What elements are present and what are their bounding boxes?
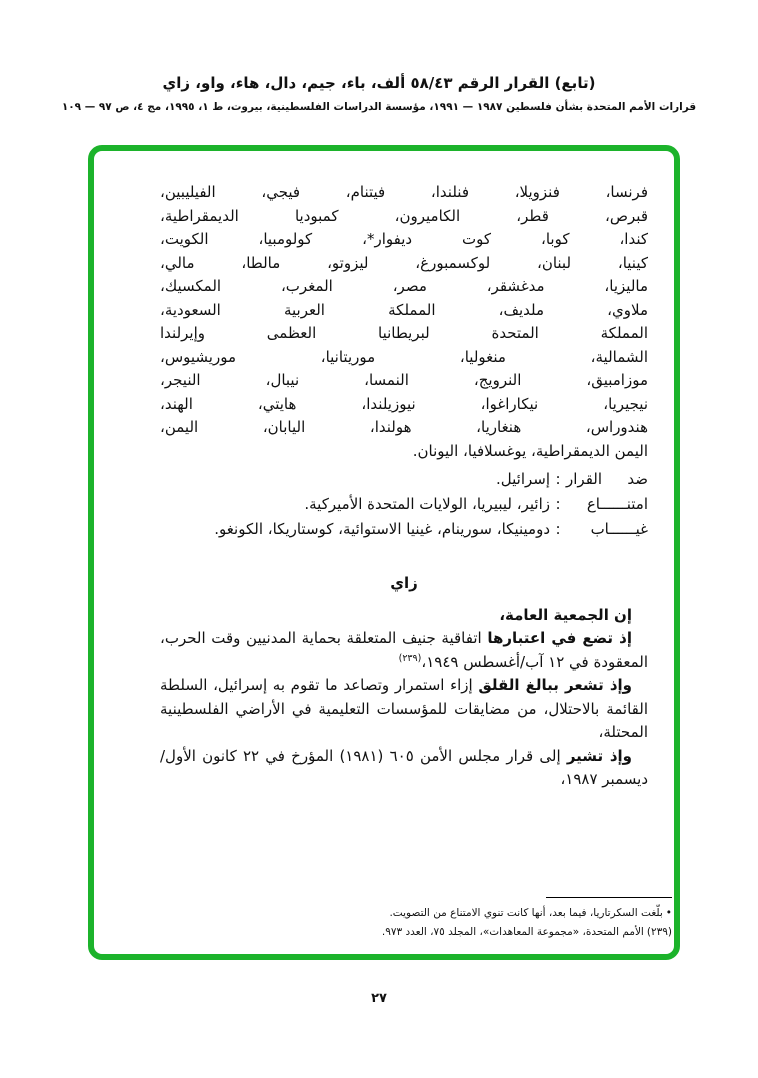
- footnote-bullet: •: [665, 907, 672, 919]
- footnote-number: (٢٣٩): [646, 926, 672, 938]
- resolution-body: [160, 181, 648, 792]
- country-list-line: هندوراس، هنغاريا، هولندا، اليابان، اليمن،: [160, 418, 648, 436]
- country-list-line: ملاوي، ملديف، المملكة العربية السعودية،: [160, 300, 648, 319]
- paragraph-lead: وإذ تشير: [566, 746, 632, 765]
- country-list-line: قبرص، قطر، الكاميرون، كمبوديا الديمقراطية،: [160, 206, 648, 225]
- country-list-line: نيجيريا، نيكاراغوا، نيوزيلندا، هايتي، الهند،: [160, 394, 648, 413]
- vote-colon: :: [555, 495, 561, 513]
- vote-value-abstain: زائير، ليبيريا، الولايات المتحدة الأميركية.: [304, 495, 550, 513]
- preamble-paragraph-1: [160, 627, 648, 674]
- footnote-ref-239: (٢٣٩): [398, 652, 422, 664]
- paragraph-lead: وإذ تشعر ببالغ القلق: [478, 676, 632, 694]
- section-heading-zay: زاي: [390, 574, 418, 592]
- footnote-239: [286, 923, 672, 942]
- vote-row-against: [160, 467, 648, 492]
- country-list-line: كندا، كوبا، كوت ديفوار*، كولومبيا، الكويت،: [160, 230, 648, 248]
- paragraph-text: إزاء استمرار وتصاعد ما تقوم به إسرائيل، السلطة القائمة بالاحتلال، من مضايقات للمؤسسات التعليمية في الأراضي الفلسطينية المحتلة،: [160, 676, 648, 741]
- paragraph-text: إلى قرار مجلس الأمن ٦٠٥ (١٩٨١) المؤرخ في ٢٢ كانون الأول/ديسمبر ١٩٨٧،: [160, 746, 648, 788]
- footnote-asterisk: [286, 904, 672, 923]
- country-list-line: اليمن الديمقراطية، يوغسلافيا، اليونان.: [412, 441, 648, 460]
- vote-value-absent: دومينيكا، سورينام، غينيا الاستوائية، كوستاريكا، الكونغو.: [214, 520, 550, 538]
- footnotes-block: [286, 897, 672, 942]
- country-list-line: ماليزيا، مدغشقر، مصر، المغرب، المكسيك،: [160, 277, 648, 295]
- vote-row-absent: [160, 517, 648, 542]
- vote-value-against: إسرائيل.: [495, 470, 550, 488]
- footnote-text: بلّغت السكرتاريا، فيما بعد، أنها كانت تنوي الامتناع من التصويت.: [389, 907, 663, 919]
- paragraph-text: اتفاقية جنيف المتعلقة بحماية المدنيين وقت الحرب، المعقودة في ١٢ آب/أغسطس ١٩٤٩،: [160, 629, 648, 671]
- country-list-line: كينيا، لبنان، لوكسمبورغ، ليزوتو، مالطا، مالي،: [160, 253, 648, 272]
- vote-label-abstain: امتنــــــاع: [586, 495, 648, 513]
- vote-results: [160, 467, 648, 542]
- preamble-paragraph-2: [160, 674, 648, 745]
- source-citation: قرارات الأمم المتحدة بشأن فلسطين ١٩٨٧ — ١٩٩١، مؤسسة الدراسات الفلسطينية، بيروت، ط ١، ١٩٩٥، مج ٤، ص ٩٧ — ١٠٩: [61, 101, 697, 113]
- in-favor-country-list: [160, 181, 648, 463]
- vote-row-abstain: [160, 492, 648, 517]
- vote-label-absent: غيــــــاب: [590, 520, 648, 538]
- country-list-line: فرنسا، فنزويلا، فنلندا، فيتنام، فيجي، الفيليبين،: [160, 183, 648, 201]
- paragraph-lead: إذ تضع في اعتبارها: [487, 629, 632, 647]
- vote-colon: :: [555, 520, 561, 538]
- vote-label-against: ضد القرار: [566, 470, 648, 488]
- country-list-line: الشمالية، منغوليا، موريتانيا، موريشيوس،: [160, 347, 648, 366]
- page-number: ٢٧: [371, 991, 387, 1006]
- vote-colon: :: [555, 470, 561, 488]
- page-header: [0, 74, 758, 113]
- preamble-paragraph-3: [160, 745, 648, 792]
- footnote-text: الأمم المتحدة، «مجموعة المعاهدات»، المجلد ٧٥، العدد ٩٧٣.: [381, 926, 644, 938]
- resolution-title: (تابع) القرار الرقم ٥٨/٤٣ ألف، باء، جيم، دال، هاء، واو، زاي: [162, 74, 596, 92]
- country-list-line: المملكة المتحدة لبريطانيا العظمى وإيرلندا: [160, 324, 648, 342]
- assembly-intro: إن الجمعية العامة،: [499, 605, 632, 624]
- footnote-separator-rule: [546, 897, 672, 898]
- country-list-line: موزامبيق، النرويج، النمسا، نيبال، النيجر،: [160, 371, 648, 389]
